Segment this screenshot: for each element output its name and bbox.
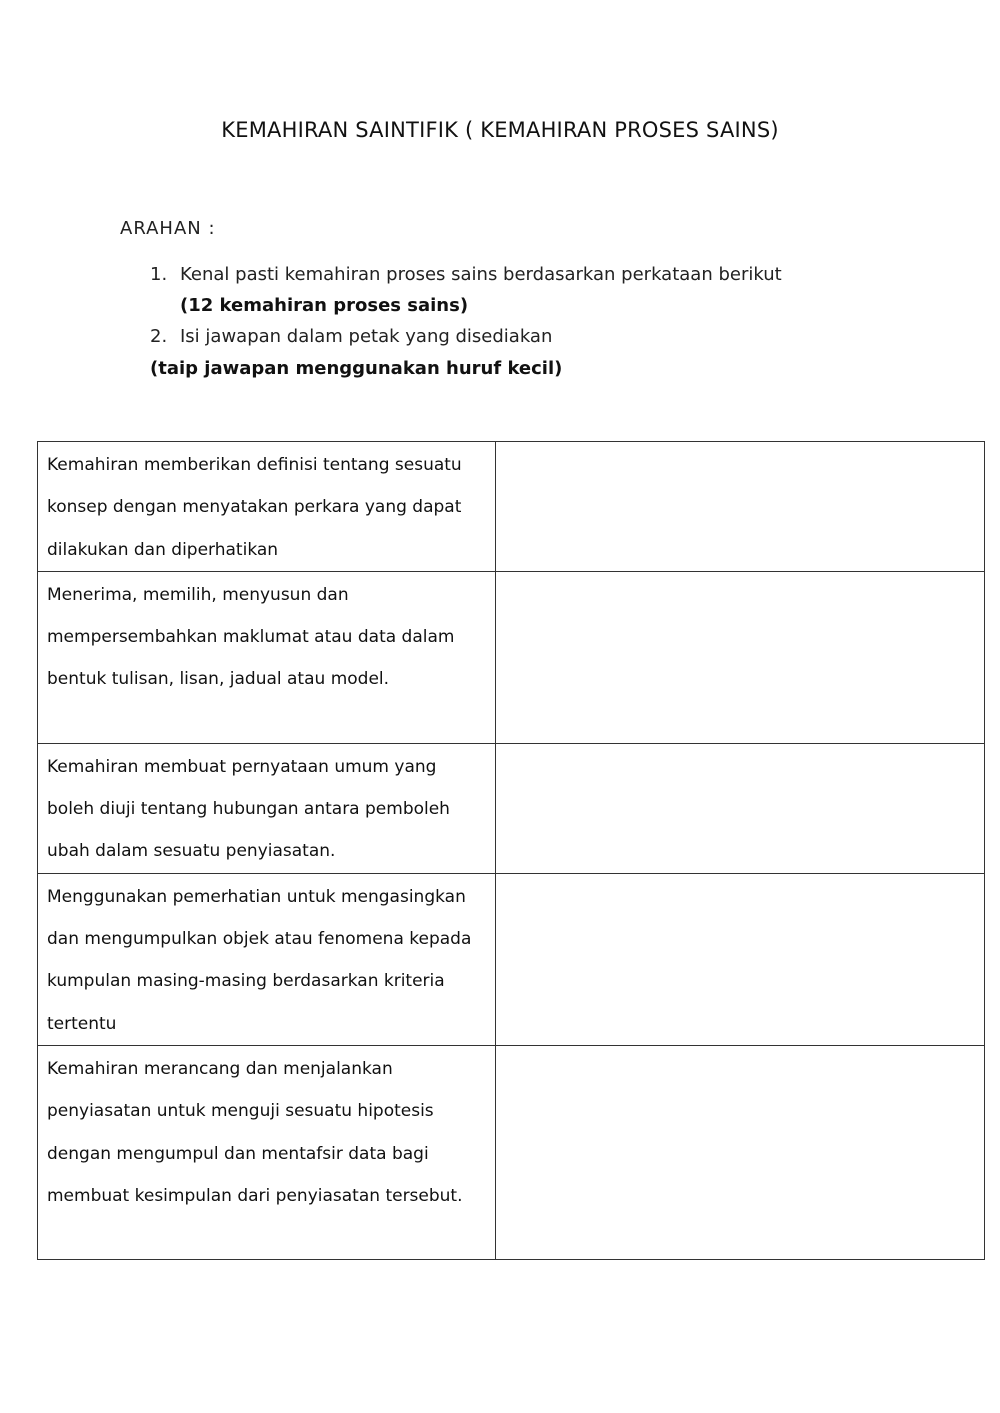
skill-description: Menggunakan pemerhatian untuk mengasingkan dan mengumpulkan objek atau fenomena kepada kumpulan masing-masing berdasarkan kriteria tertentu: [38, 873, 496, 1045]
instruction-2-note: (taip jawapan menggunakan huruf kecil): [150, 358, 563, 379]
answer-box[interactable]: [496, 571, 985, 743]
instruction-1-number: 1.: [150, 264, 168, 285]
skill-description: Kemahiran membuat pernyataan umum yang boleh diuji tentang hubungan antara pemboleh ubah dalam sesuatu penyiasatan.: [38, 743, 496, 873]
answer-table: [37, 441, 985, 1260]
instruction-1-note: (12 kemahiran proses sains): [180, 295, 469, 316]
instructions-heading: ARAHAN :: [120, 218, 216, 239]
instruction-2-text: Isi jawapan dalam petak yang disediakan: [180, 326, 553, 347]
table-row: [38, 873, 985, 1045]
answer-box[interactable]: [496, 743, 985, 873]
instruction-1-text: Kenal pasti kemahiran proses sains berdasarkan perkataan berikut: [180, 264, 782, 285]
page-title: KEMAHIRAN SAINTIFIK ( KEMAHIRAN PROSES SAINS): [221, 118, 779, 142]
skill-description: Menerima, memilih, menyusun dan mempersembahkan maklumat atau data dalam bentuk tulisan, lisan, jadual atau model.: [38, 571, 496, 743]
table-row: [38, 571, 985, 743]
answer-box[interactable]: [496, 873, 985, 1045]
instruction-2-number: 2.: [150, 326, 168, 347]
skill-description: Kemahiran memberikan definisi tentang sesuatu konsep dengan menyatakan perkara yang dapat dilakukan dan diperhatikan: [38, 442, 496, 572]
table-row: [38, 1045, 985, 1259]
table-row: [38, 442, 985, 572]
answer-box[interactable]: [496, 1045, 985, 1259]
table-row: [38, 743, 985, 873]
answer-box[interactable]: [496, 442, 985, 572]
skill-description: Kemahiran merancang dan menjalankan penyiasatan untuk menguji sesuatu hipotesis dengan mengumpul dan mentafsir data bagi membuat kesimpulan dari penyiasatan tersebut.: [38, 1045, 496, 1259]
